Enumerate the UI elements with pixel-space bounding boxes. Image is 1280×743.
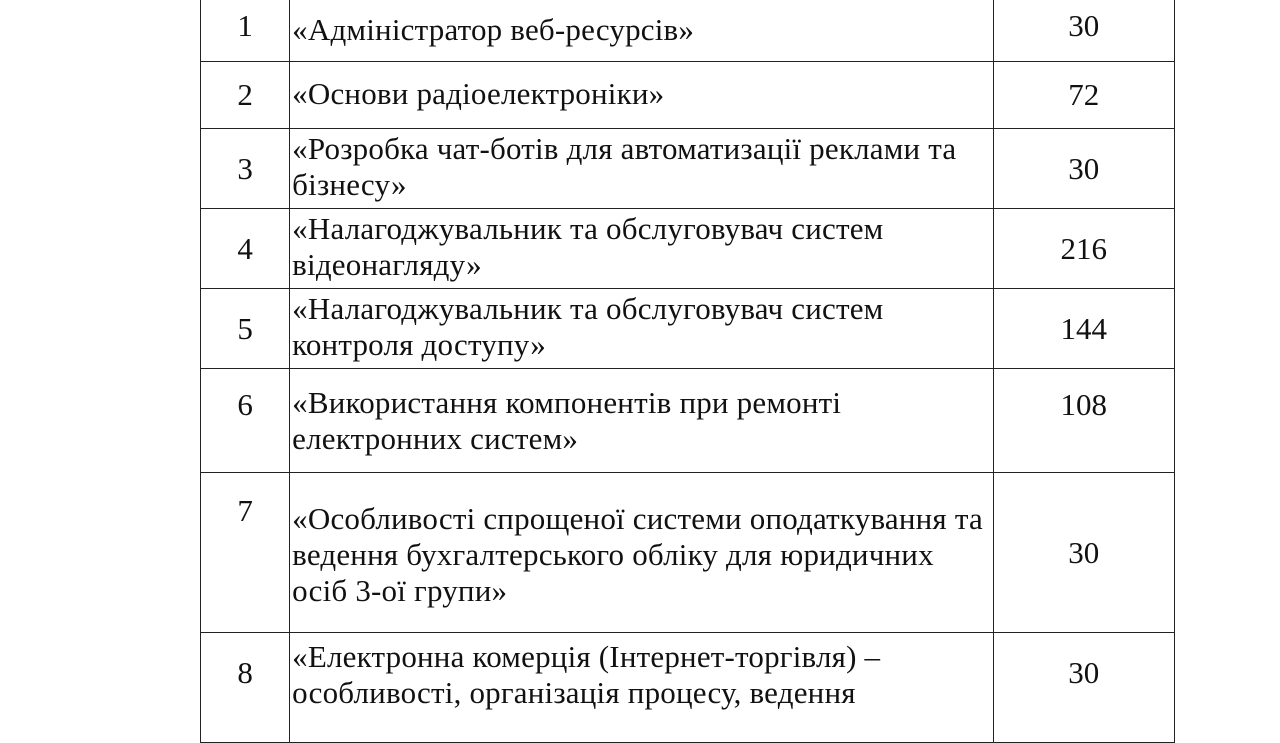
row-number: 8 [201,633,290,743]
table-row [201,633,1175,743]
table-row [201,473,1175,633]
course-hours: 108 [993,369,1174,473]
table-row [201,369,1175,473]
course-name: «Електронна комерція (Інтернет-торгівля) – особливості, організація процесу, ведення [290,633,993,743]
courses-table [200,0,1175,743]
course-hours: 144 [993,289,1174,369]
course-name: «Використання компонентів при ремонті електронних систем» [290,369,993,473]
table-row [201,62,1175,129]
course-name: «Особливості спрощеної системи оподаткування та ведення бухгалтерського обліку для юридичних осіб 3-ої групи» [290,473,993,633]
row-number: 1 [201,0,290,62]
course-name: «Основи радіоелектроніки» [290,62,993,129]
course-name: «Налагоджувальник та обслуговувач систем контроля доступу» [290,289,993,369]
table-row [201,129,1175,209]
course-name: «Налагоджувальник та обслуговувач систем відеонагляду» [290,209,993,289]
row-number: 3 [201,129,290,209]
course-hours: 30 [993,0,1174,62]
row-number: 6 [201,369,290,473]
row-number: 2 [201,62,290,129]
course-name: «Розробка чат-ботів для автоматизації реклами та бізнесу» [290,129,993,209]
course-hours: 30 [993,633,1174,743]
table-row [201,0,1175,62]
row-number: 4 [201,209,290,289]
course-hours: 72 [993,62,1174,129]
course-hours: 30 [993,473,1174,633]
table-row [201,209,1175,289]
course-hours: 216 [993,209,1174,289]
row-number: 5 [201,289,290,369]
row-number: 7 [201,473,290,633]
table-row [201,289,1175,369]
course-name: «Адміністратор веб-ресурсів» [290,0,993,62]
course-hours: 30 [993,129,1174,209]
